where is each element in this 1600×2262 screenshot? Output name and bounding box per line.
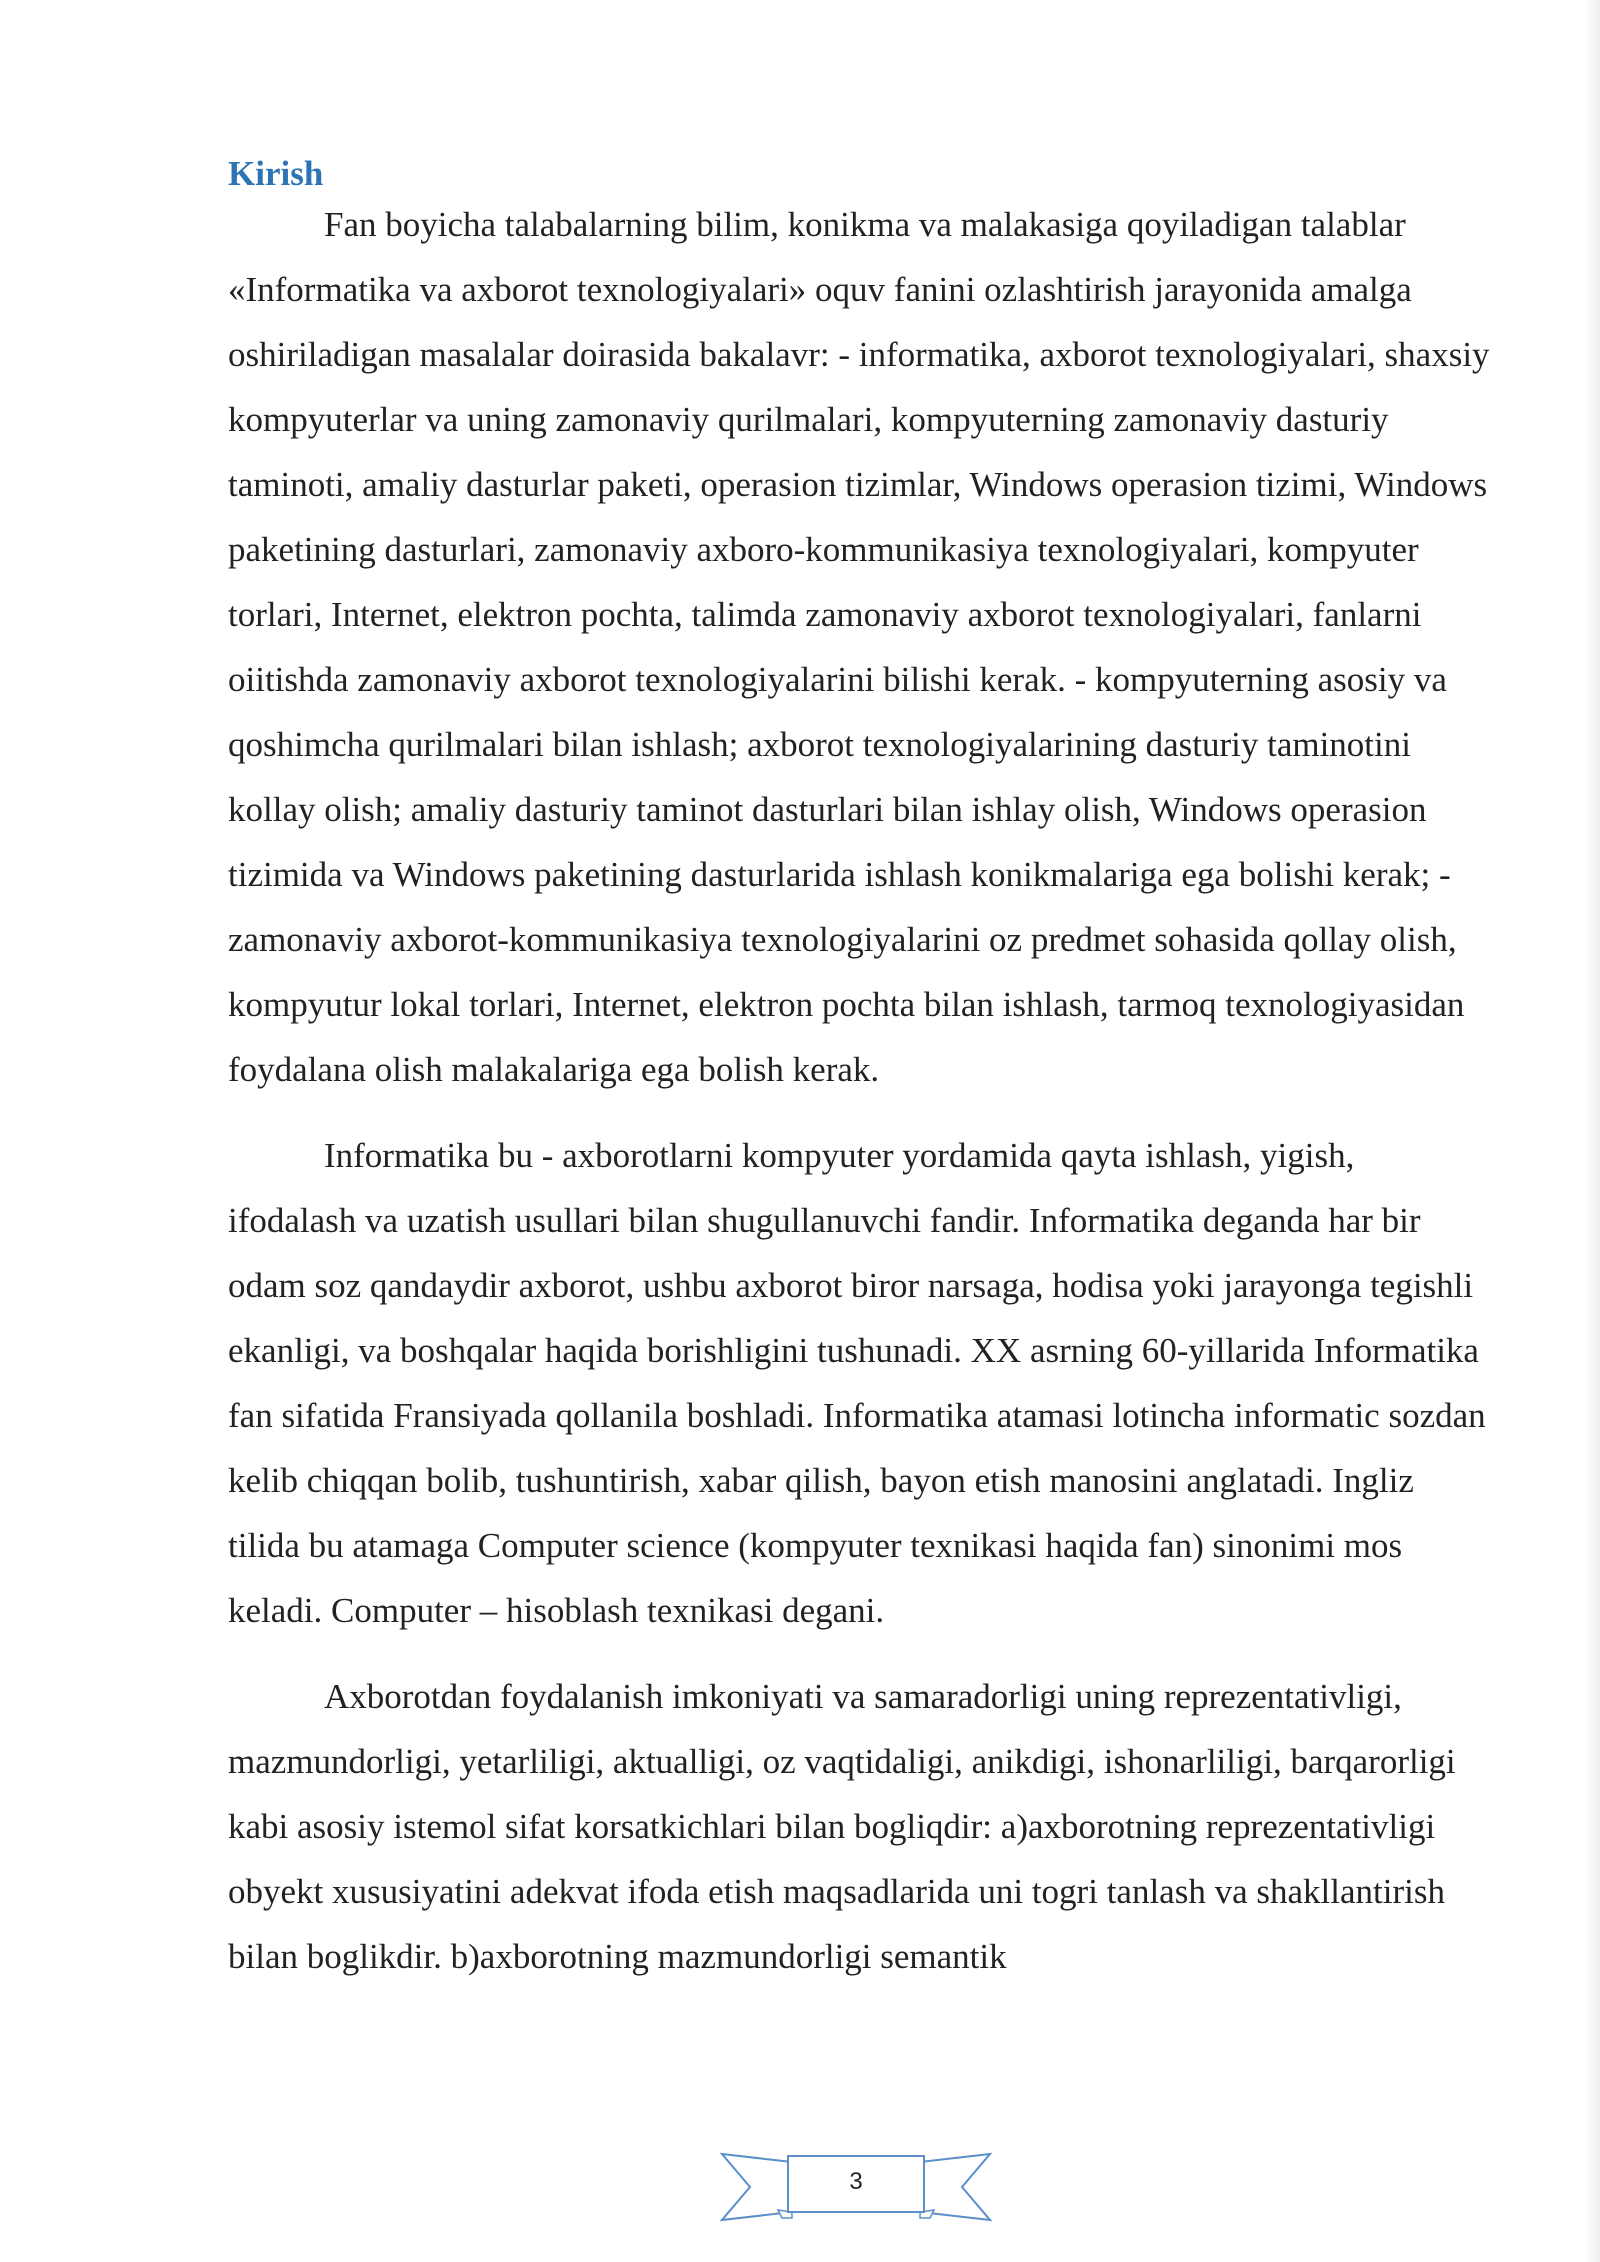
page-footer bbox=[720, 2148, 992, 2226]
document-body bbox=[228, 148, 1490, 1989]
paragraph-3: Axborotdan foydalanish imkoniyati va samaradorligi uning reprezentativligi, mazmundorligi, yetarliligi, aktualligi, oz vaqtidaligi, anikdigi, ishonarliligi, barqarorligi kabi asosiy istemol sifat korsatkichlari bilan bogliqdir: a)axborotning reprezentativligi obyekt xususiyatini adekvat ifoda etish maqsadlarida uni togri tanlash va shakllantirish bilan boglikdir. b)axborotning mazmundorligi semantik bbox=[228, 1677, 1456, 1976]
page-edge-shadow bbox=[1586, 0, 1600, 2262]
paragraph-2: Informatika bu - axborotlarni kompyuter yordamida qayta ishlash, yigish, ifodalash va uzatish usullari bilan shugullanuvchi fandir. Informatika deganda har bir odam soz qandaydir axborot, ushbu axborot biror narsaga, hodisa yoki jarayonga tegishli ekanligi, va boshqalar haqida borishligini tushunadi. XX asrning 60-yillarida Informatika fan sifatida Fransiyada qollanila boshladi. Informatika atamasi lotincha informatic sozdan kelib chiqqan bolib, tushuntirish, xabar qilish, bayon etish manosini anglatadi. Ingliz tilida bu atamaga Computer science (kompyuter texnikasi haqida fan) sinonimi mos keladi. Computer – hisoblash texnikasi degani. bbox=[228, 1136, 1486, 1630]
section-heading: Kirish bbox=[228, 154, 324, 193]
page-number: 3 bbox=[849, 2168, 863, 2195]
paragraph-1: Fan boyicha talabalarning bilim, konikma va malakasiga qoyiladigan talablar «Informatika va axborot texnologiyalari» oquv fanini ozlashtirish jarayonida amalga oshiriladigan masalalar doirasida bakalavr: - informatika, axborot texnologiyalari, shaxsiy kompyuterlar va uning zamonaviy qurilmalari, kompyuterning zamonaviy dasturiy taminoti, amaliy dasturlar paketi, operasion tizimlar, Windows operasion tizimi, Windows paketining dasturlari, zamonaviy axboro-kommunikasiya texnologiyalari, kompyuter torlari, Internet, elektron pochta, talimda zamonaviy axborot texnologiyalari, fanlarni oiitishda zamonaviy axborot texnologiyalarini bilishi kerak. - kompyuterning asosiy va qoshimcha qurilmalari bilan ishlash; axborot texnologiyalarining dasturiy taminotini kollay olish; amaliy dasturiy taminot dasturlari bilan ishlay olish, Windows operasion tizimida va Windows paketining dasturlarida ishlash konikmalariga ega bolishi kerak; - zamonaviy axborot-kommunikasiya texnologiyalarini oz predmet sohasida qollay olish, kompyutur lokal torlari, Internet, elektron pochta bilan ishlash, tarmoq texnologiyasidan foydalana olish malakalariga ega bolish kerak. bbox=[228, 205, 1490, 1089]
